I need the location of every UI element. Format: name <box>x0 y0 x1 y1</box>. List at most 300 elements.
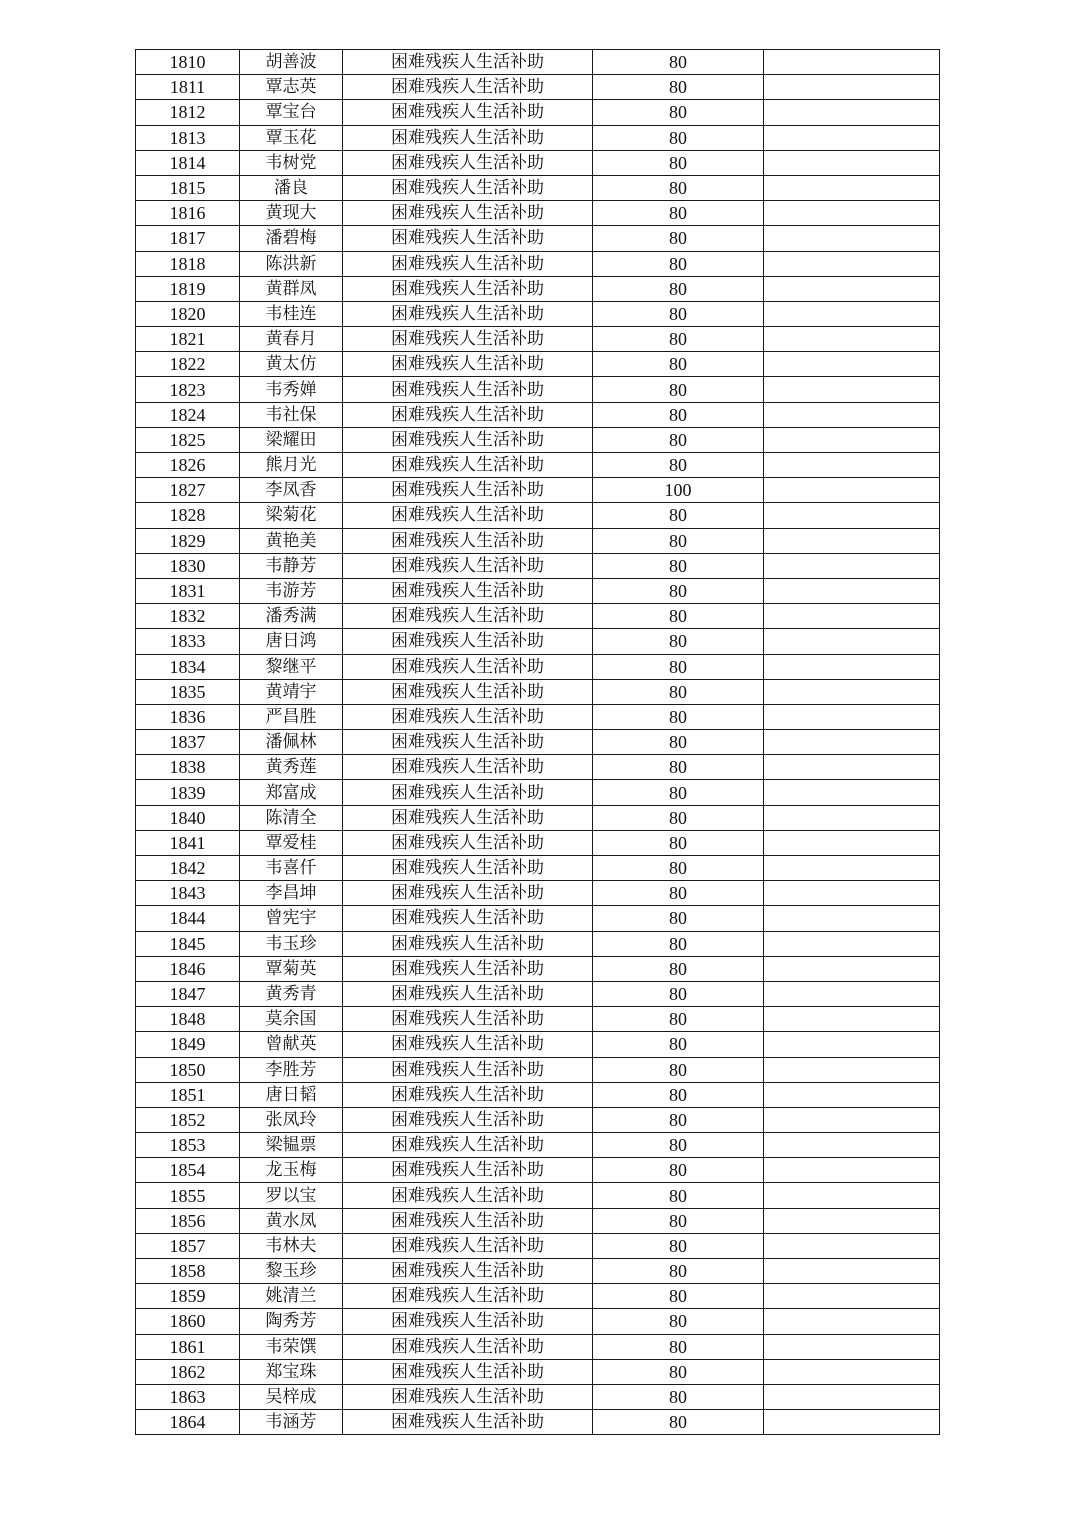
table-row <box>136 50 940 75</box>
subsidy-type: 困难残疾人生活补助 <box>343 1032 593 1057</box>
table-row <box>136 453 940 478</box>
row-number: 1848 <box>136 1007 240 1032</box>
remark-cell <box>764 352 940 377</box>
subsidy-type: 困难残疾人生活补助 <box>343 1384 593 1409</box>
remark-cell <box>764 553 940 578</box>
row-number: 1844 <box>136 906 240 931</box>
row-number: 1829 <box>136 528 240 553</box>
recipient-name: 韦玉珍 <box>240 931 343 956</box>
subsidy-type: 困难残疾人生活补助 <box>343 352 593 377</box>
recipient-name: 潘碧梅 <box>240 226 343 251</box>
subsidy-type: 困难残疾人生活补助 <box>343 402 593 427</box>
remark-cell <box>764 654 940 679</box>
subsidy-amount: 100 <box>593 478 764 503</box>
recipient-name: 吴梓成 <box>240 1384 343 1409</box>
row-number: 1840 <box>136 805 240 830</box>
remark-cell <box>764 1334 940 1359</box>
table-row <box>136 100 940 125</box>
table-row <box>136 1208 940 1233</box>
recipient-name: 唐日鸿 <box>240 629 343 654</box>
recipient-name: 熊月光 <box>240 453 343 478</box>
remark-cell <box>764 1208 940 1233</box>
table-row <box>136 629 940 654</box>
subsidy-amount: 80 <box>593 301 764 326</box>
remark-cell <box>764 402 940 427</box>
subsidy-amount: 80 <box>593 276 764 301</box>
remark-cell <box>764 125 940 150</box>
remark-cell <box>764 1309 940 1334</box>
table-row <box>136 503 940 528</box>
remark-cell <box>764 881 940 906</box>
row-number: 1828 <box>136 503 240 528</box>
table-row <box>136 931 940 956</box>
recipient-name: 胡善波 <box>240 50 343 75</box>
subsidy-amount: 80 <box>593 1158 764 1183</box>
subsidy-type: 困难残疾人生活补助 <box>343 1183 593 1208</box>
subsidy-amount: 80 <box>593 1384 764 1409</box>
remark-cell <box>764 956 940 981</box>
table-row <box>136 956 940 981</box>
subsidy-type: 困难残疾人生活补助 <box>343 251 593 276</box>
row-number: 1812 <box>136 100 240 125</box>
subsidy-type: 困难残疾人生活补助 <box>343 1158 593 1183</box>
subsidy-amount: 80 <box>593 881 764 906</box>
subsidy-type: 困难残疾人生活补助 <box>343 1259 593 1284</box>
row-number: 1838 <box>136 755 240 780</box>
row-number: 1856 <box>136 1208 240 1233</box>
row-number: 1852 <box>136 1107 240 1132</box>
remark-cell <box>764 327 940 352</box>
subsidy-amount: 80 <box>593 730 764 755</box>
recipient-name: 覃爱桂 <box>240 830 343 855</box>
subsidy-type: 困难残疾人生活补助 <box>343 427 593 452</box>
row-number: 1855 <box>136 1183 240 1208</box>
recipient-name: 韦游芳 <box>240 578 343 603</box>
subsidy-type: 困难残疾人生活补助 <box>343 100 593 125</box>
table-row <box>136 75 940 100</box>
row-number: 1811 <box>136 75 240 100</box>
subsidy-amount: 80 <box>593 75 764 100</box>
recipient-name: 陈清全 <box>240 805 343 830</box>
row-number: 1810 <box>136 50 240 75</box>
row-number: 1830 <box>136 553 240 578</box>
subsidy-type: 困难残疾人生活补助 <box>343 629 593 654</box>
table-row <box>136 805 940 830</box>
subsidy-amount: 80 <box>593 1233 764 1258</box>
recipient-name: 覃志英 <box>240 75 343 100</box>
row-number: 1819 <box>136 276 240 301</box>
remark-cell <box>764 201 940 226</box>
table-row <box>136 352 940 377</box>
row-number: 1841 <box>136 830 240 855</box>
row-number: 1857 <box>136 1233 240 1258</box>
recipient-name: 韦社保 <box>240 402 343 427</box>
remark-cell <box>764 755 940 780</box>
subsidy-type: 困难残疾人生活补助 <box>343 780 593 805</box>
subsidy-type: 困难残疾人生活补助 <box>343 1057 593 1082</box>
row-number: 1847 <box>136 981 240 1006</box>
recipient-name: 黎继平 <box>240 654 343 679</box>
recipient-name: 陶秀芳 <box>240 1309 343 1334</box>
subsidy-type: 困难残疾人生活补助 <box>343 956 593 981</box>
remark-cell <box>764 1032 940 1057</box>
table-row <box>136 175 940 200</box>
remark-cell <box>764 175 940 200</box>
row-number: 1854 <box>136 1158 240 1183</box>
table-row <box>136 730 940 755</box>
subsidy-type: 困难残疾人生活补助 <box>343 704 593 729</box>
table-row <box>136 1057 940 1082</box>
subsidy-type: 困难残疾人生活补助 <box>343 1233 593 1258</box>
subsidy-type: 困难残疾人生活补助 <box>343 528 593 553</box>
table-row <box>136 327 940 352</box>
remark-cell <box>764 1158 940 1183</box>
remark-cell <box>764 780 940 805</box>
recipient-name: 黄群凤 <box>240 276 343 301</box>
subsidy-amount: 80 <box>593 1284 764 1309</box>
row-number: 1863 <box>136 1384 240 1409</box>
subsidy-type: 困难残疾人生活补助 <box>343 175 593 200</box>
table-row <box>136 830 940 855</box>
row-number: 1859 <box>136 1284 240 1309</box>
subsidy-type: 困难残疾人生活补助 <box>343 679 593 704</box>
recipient-name: 李胜芳 <box>240 1057 343 1082</box>
table-row <box>136 604 940 629</box>
table-row <box>136 654 940 679</box>
subsidy-amount: 80 <box>593 1359 764 1384</box>
remark-cell <box>764 856 940 881</box>
row-number: 1815 <box>136 175 240 200</box>
row-number: 1846 <box>136 956 240 981</box>
table-row <box>136 1183 940 1208</box>
subsidy-amount: 80 <box>593 100 764 125</box>
recipient-name: 潘秀满 <box>240 604 343 629</box>
row-number: 1845 <box>136 931 240 956</box>
table-row <box>136 553 940 578</box>
table-row <box>136 150 940 175</box>
table-row <box>136 226 940 251</box>
remark-cell <box>764 1133 940 1158</box>
row-number: 1834 <box>136 654 240 679</box>
table-row <box>136 1233 940 1258</box>
subsidy-type: 困难残疾人生活补助 <box>343 730 593 755</box>
row-number: 1825 <box>136 427 240 452</box>
remark-cell <box>764 1233 940 1258</box>
recipient-name: 覃菊英 <box>240 956 343 981</box>
subsidy-type: 困难残疾人生活补助 <box>343 1082 593 1107</box>
table-row <box>136 578 940 603</box>
table-row <box>136 704 940 729</box>
recipient-name: 覃宝台 <box>240 100 343 125</box>
row-number: 1816 <box>136 201 240 226</box>
recipient-name: 韦桂连 <box>240 301 343 326</box>
subsidy-amount: 80 <box>593 553 764 578</box>
subsidy-type: 困难残疾人生活补助 <box>343 578 593 603</box>
subsidy-type: 困难残疾人生活补助 <box>343 1133 593 1158</box>
row-number: 1837 <box>136 730 240 755</box>
subsidy-amount: 80 <box>593 654 764 679</box>
recipient-name: 韦涵芳 <box>240 1410 343 1435</box>
remark-cell <box>764 251 940 276</box>
recipient-name: 陈洪新 <box>240 251 343 276</box>
table-row <box>136 402 940 427</box>
row-number: 1843 <box>136 881 240 906</box>
recipient-name: 潘良 <box>240 175 343 200</box>
subsidy-type: 困难残疾人生活补助 <box>343 276 593 301</box>
table-row <box>136 301 940 326</box>
table-row <box>136 1284 940 1309</box>
subsidy-amount: 80 <box>593 629 764 654</box>
remark-cell <box>764 1107 940 1132</box>
row-number: 1817 <box>136 226 240 251</box>
subsidy-type: 困难残疾人生活补助 <box>343 654 593 679</box>
subsidy-type: 困难残疾人生活补助 <box>343 201 593 226</box>
remark-cell <box>764 981 940 1006</box>
subsidy-amount: 80 <box>593 1032 764 1057</box>
remark-cell <box>764 1183 940 1208</box>
row-number: 1832 <box>136 604 240 629</box>
remark-cell <box>764 478 940 503</box>
subsidy-amount: 80 <box>593 503 764 528</box>
subsidy-type: 困难残疾人生活补助 <box>343 377 593 402</box>
row-number: 1851 <box>136 1082 240 1107</box>
recipient-name: 李凤香 <box>240 478 343 503</box>
table-row <box>136 1384 940 1409</box>
subsidy-amount: 80 <box>593 704 764 729</box>
row-number: 1835 <box>136 679 240 704</box>
row-number: 1836 <box>136 704 240 729</box>
subsidy-type: 困难残疾人生活补助 <box>343 755 593 780</box>
table-row <box>136 906 940 931</box>
row-number: 1864 <box>136 1410 240 1435</box>
subsidy-type: 困难残疾人生活补助 <box>343 453 593 478</box>
subsidy-type: 困难残疾人生活补助 <box>343 1208 593 1233</box>
table-row <box>136 1309 940 1334</box>
table-row <box>136 1032 940 1057</box>
recipient-name: 张凤玲 <box>240 1107 343 1132</box>
row-number: 1861 <box>136 1334 240 1359</box>
subsidy-amount: 80 <box>593 528 764 553</box>
recipient-name: 郑宝珠 <box>240 1359 343 1384</box>
remark-cell <box>764 377 940 402</box>
remark-cell <box>764 704 940 729</box>
table-row <box>136 528 940 553</box>
subsidy-amount: 80 <box>593 201 764 226</box>
recipient-name: 黄秀莲 <box>240 755 343 780</box>
recipient-name: 梁耀田 <box>240 427 343 452</box>
recipient-name: 梁韫票 <box>240 1133 343 1158</box>
table-row <box>136 478 940 503</box>
subsidy-type: 困难残疾人生活补助 <box>343 1309 593 1334</box>
table-row <box>136 1158 940 1183</box>
subsidy-type: 困难残疾人生活补助 <box>343 830 593 855</box>
row-number: 1821 <box>136 327 240 352</box>
subsidy-type: 困难残疾人生活补助 <box>343 478 593 503</box>
remark-cell <box>764 100 940 125</box>
recipient-name: 莫余国 <box>240 1007 343 1032</box>
subsidy-type: 困难残疾人生活补助 <box>343 553 593 578</box>
table-row <box>136 377 940 402</box>
table-row <box>136 251 940 276</box>
subsidy-amount: 80 <box>593 780 764 805</box>
remark-cell <box>764 528 940 553</box>
subsidy-table <box>135 49 940 1435</box>
subsidy-type: 困难残疾人生活补助 <box>343 1334 593 1359</box>
table-row <box>136 1082 940 1107</box>
subsidy-table-body <box>136 50 940 1435</box>
row-number: 1813 <box>136 125 240 150</box>
remark-cell <box>764 1359 940 1384</box>
remark-cell <box>764 301 940 326</box>
remark-cell <box>764 1384 940 1409</box>
recipient-name: 龙玉梅 <box>240 1158 343 1183</box>
recipient-name: 姚清兰 <box>240 1284 343 1309</box>
recipient-name: 韦静芳 <box>240 553 343 578</box>
row-number: 1849 <box>136 1032 240 1057</box>
table-row <box>136 125 940 150</box>
subsidy-amount: 80 <box>593 755 764 780</box>
subsidy-amount: 80 <box>593 377 764 402</box>
remark-cell <box>764 75 940 100</box>
subsidy-amount: 80 <box>593 981 764 1006</box>
subsidy-amount: 80 <box>593 830 764 855</box>
row-number: 1818 <box>136 251 240 276</box>
subsidy-amount: 80 <box>593 453 764 478</box>
table-row <box>136 1359 940 1384</box>
subsidy-amount: 80 <box>593 1183 764 1208</box>
recipient-name: 韦树党 <box>240 150 343 175</box>
remark-cell <box>764 830 940 855</box>
subsidy-type: 困难残疾人生活补助 <box>343 503 593 528</box>
subsidy-amount: 80 <box>593 1208 764 1233</box>
remark-cell <box>764 1057 940 1082</box>
subsidy-amount: 80 <box>593 427 764 452</box>
recipient-name: 郑富成 <box>240 780 343 805</box>
remark-cell <box>764 503 940 528</box>
table-row <box>136 780 940 805</box>
recipient-name: 潘佩林 <box>240 730 343 755</box>
recipient-name: 唐日韬 <box>240 1082 343 1107</box>
subsidy-amount: 80 <box>593 125 764 150</box>
subsidy-amount: 80 <box>593 956 764 981</box>
recipient-name: 曾宪宇 <box>240 906 343 931</box>
table-row <box>136 1007 940 1032</box>
subsidy-type: 困难残疾人生活补助 <box>343 1007 593 1032</box>
subsidy-amount: 80 <box>593 1309 764 1334</box>
table-row <box>136 1133 940 1158</box>
table-row <box>136 856 940 881</box>
remark-cell <box>764 150 940 175</box>
remark-cell <box>764 453 940 478</box>
remark-cell <box>764 1082 940 1107</box>
row-number: 1826 <box>136 453 240 478</box>
remark-cell <box>764 427 940 452</box>
subsidy-type: 困难残疾人生活补助 <box>343 75 593 100</box>
row-number: 1833 <box>136 629 240 654</box>
recipient-name: 黎玉珍 <box>240 1259 343 1284</box>
table-row <box>136 755 940 780</box>
recipient-name: 梁菊花 <box>240 503 343 528</box>
subsidy-type: 困难残疾人生活补助 <box>343 1107 593 1132</box>
remark-cell <box>764 1259 940 1284</box>
subsidy-type: 困难残疾人生活补助 <box>343 1410 593 1435</box>
remark-cell <box>764 730 940 755</box>
subsidy-amount: 80 <box>593 402 764 427</box>
subsidy-amount: 80 <box>593 175 764 200</box>
row-number: 1842 <box>136 856 240 881</box>
subsidy-amount: 80 <box>593 1410 764 1435</box>
recipient-name: 李昌坤 <box>240 881 343 906</box>
subsidy-type: 困难残疾人生活补助 <box>343 604 593 629</box>
subsidy-amount: 80 <box>593 931 764 956</box>
row-number: 1850 <box>136 1057 240 1082</box>
remark-cell <box>764 679 940 704</box>
subsidy-amount: 80 <box>593 352 764 377</box>
subsidy-type: 困难残疾人生活补助 <box>343 931 593 956</box>
remark-cell <box>764 1410 940 1435</box>
subsidy-type: 困难残疾人生活补助 <box>343 301 593 326</box>
table-row <box>136 981 940 1006</box>
remark-cell <box>764 805 940 830</box>
subsidy-amount: 80 <box>593 1133 764 1158</box>
table-row <box>136 679 940 704</box>
subsidy-type: 困难残疾人生活补助 <box>343 906 593 931</box>
row-number: 1862 <box>136 1359 240 1384</box>
remark-cell <box>764 50 940 75</box>
row-number: 1839 <box>136 780 240 805</box>
subsidy-type: 困难残疾人生活补助 <box>343 1284 593 1309</box>
recipient-name: 曾献英 <box>240 1032 343 1057</box>
table-row <box>136 427 940 452</box>
subsidy-amount: 80 <box>593 1334 764 1359</box>
recipient-name: 黄秀青 <box>240 981 343 1006</box>
subsidy-amount: 80 <box>593 1259 764 1284</box>
row-number: 1858 <box>136 1259 240 1284</box>
remark-cell <box>764 578 940 603</box>
row-number: 1820 <box>136 301 240 326</box>
recipient-name: 黄现大 <box>240 201 343 226</box>
remark-cell <box>764 1007 940 1032</box>
recipient-name: 黄靖宇 <box>240 679 343 704</box>
row-number: 1827 <box>136 478 240 503</box>
table-row <box>136 1259 940 1284</box>
recipient-name: 罗以宝 <box>240 1183 343 1208</box>
recipient-name: 严昌胜 <box>240 704 343 729</box>
subsidy-amount: 80 <box>593 50 764 75</box>
row-number: 1822 <box>136 352 240 377</box>
subsidy-type: 困难残疾人生活补助 <box>343 805 593 830</box>
subsidy-amount: 80 <box>593 679 764 704</box>
recipient-name: 黄水凤 <box>240 1208 343 1233</box>
subsidy-amount: 80 <box>593 1107 764 1132</box>
subsidy-amount: 80 <box>593 906 764 931</box>
subsidy-type: 困难残疾人生活补助 <box>343 1359 593 1384</box>
recipient-name: 韦林夫 <box>240 1233 343 1258</box>
recipient-name: 韦秀婵 <box>240 377 343 402</box>
subsidy-amount: 80 <box>593 805 764 830</box>
subsidy-amount: 80 <box>593 856 764 881</box>
remark-cell <box>764 629 940 654</box>
subsidy-amount: 80 <box>593 1057 764 1082</box>
table-row <box>136 1334 940 1359</box>
subsidy-amount: 80 <box>593 150 764 175</box>
subsidy-type: 困难残疾人生活补助 <box>343 881 593 906</box>
subsidy-amount: 80 <box>593 604 764 629</box>
table-row <box>136 881 940 906</box>
row-number: 1860 <box>136 1309 240 1334</box>
row-number: 1853 <box>136 1133 240 1158</box>
remark-cell <box>764 276 940 301</box>
